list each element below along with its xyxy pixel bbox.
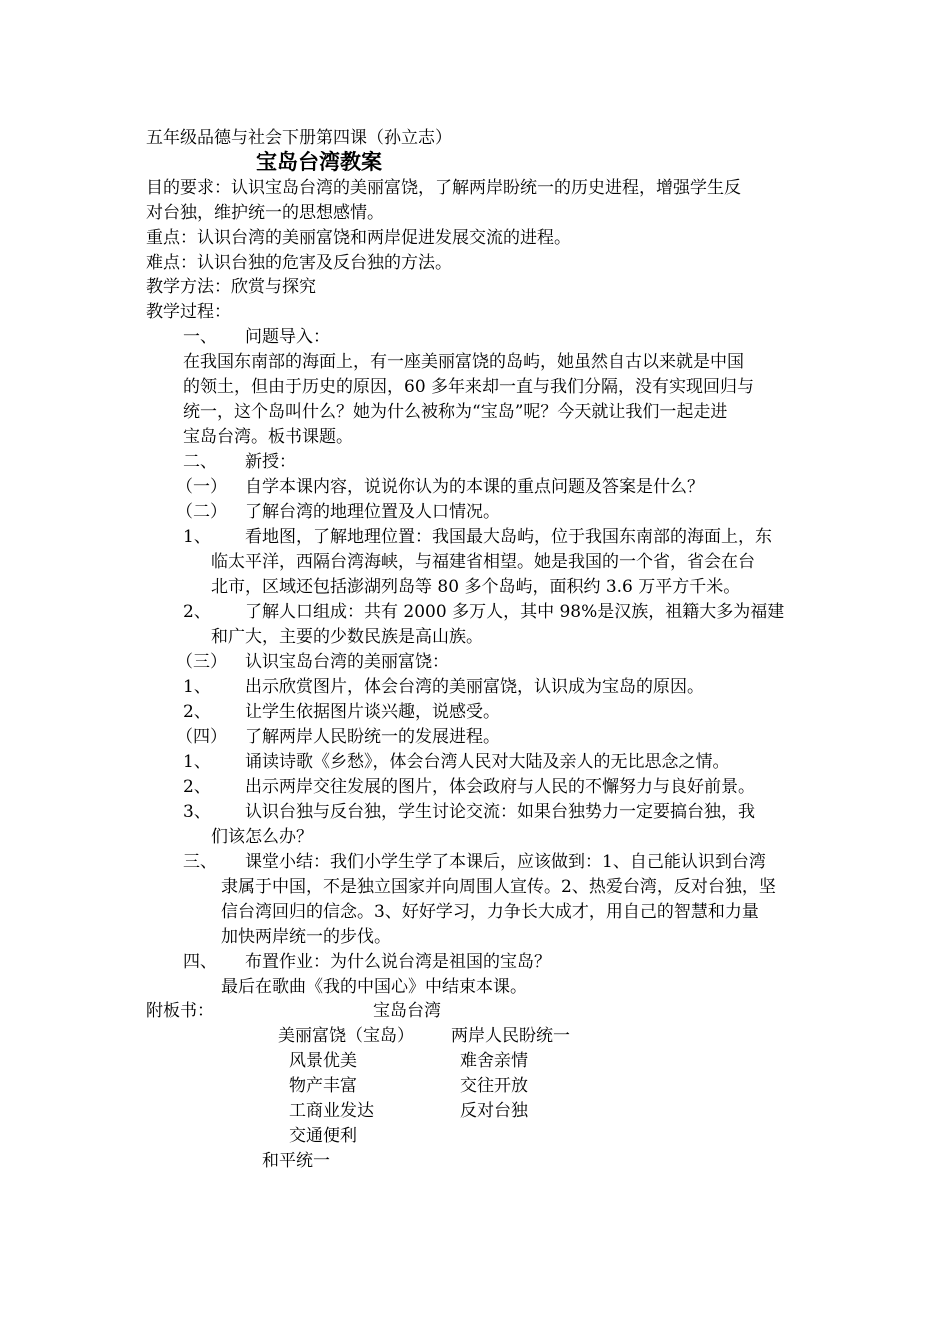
part-4-item-3-number: 3、 bbox=[183, 802, 211, 822]
closing-line: 最后在歌曲《我的中国心》中结束本课。 bbox=[221, 977, 527, 997]
section-3-line-2: 隶属于中国，不是独立国家并向周围人宣传。2、热爱台湾，反对台独，坚 bbox=[221, 877, 776, 897]
part-2-item-1-line-2: 临太平洋，西隔台湾海峡，与福建省相望。她是我国的一个省，省会在台 bbox=[211, 552, 755, 572]
part-2-item-2-line-1: 了解人口组成：共有 2000 多万人，其中 98%是汉族，祖籍大多为福建 bbox=[245, 602, 785, 622]
board-left-heading: 美丽富饶（宝岛） bbox=[278, 1026, 414, 1046]
key-point: 重点：认识台湾的美丽富饶和两岸促进发展交流的进程。 bbox=[146, 228, 571, 248]
part-3-item-1-text: 出示欣赏图片，体会台湾的美丽富饶，认识成为宝岛的原因。 bbox=[245, 677, 704, 697]
part-2-item-1-number: 1、 bbox=[183, 527, 211, 547]
part-3-text: 认识宝岛台湾的美丽富饶： bbox=[245, 652, 449, 672]
board-label: 附板书： bbox=[146, 1001, 214, 1021]
board-left-item: 风景优美 bbox=[289, 1051, 357, 1071]
difficulty: 难点：认识台独的危害及反台独的方法。 bbox=[146, 253, 452, 273]
part-4-number: （四） bbox=[176, 727, 227, 747]
part-3-item-2-text: 让学生依据图片谈兴趣，说感受。 bbox=[245, 702, 500, 722]
board-left-item: 工商业发达 bbox=[289, 1101, 374, 1121]
section-3-number: 三、 bbox=[183, 852, 217, 872]
section-3-line-3: 信台湾回归的信念。3、好好学习，力争长大成才，用自己的智慧和力量 bbox=[221, 902, 759, 922]
part-3-item-2-number: 2、 bbox=[183, 702, 211, 722]
part-4-item-2-number: 2、 bbox=[183, 777, 211, 797]
section-1-number: 一、 bbox=[183, 327, 217, 347]
part-2-item-1-line-3: 北市，区域还包括澎湖列岛等 80 多个岛屿，面积约 3.6 万平方千米。 bbox=[211, 577, 741, 597]
part-2-number: （二） bbox=[176, 502, 227, 522]
section-4-number: 四、 bbox=[183, 952, 217, 972]
part-2-text: 了解台湾的地理位置及人口情况。 bbox=[245, 502, 500, 522]
section-3-line-4: 加快两岸统一的步伐。 bbox=[221, 927, 391, 947]
goal-line-2: 对台独，维护统一的思想感情。 bbox=[146, 203, 384, 223]
section-2-number: 二、 bbox=[183, 452, 217, 472]
part-4-item-3-line-2: 们该怎么办？ bbox=[211, 827, 313, 847]
section-3-line-1: 课堂小结：我们小学生学了本课后，应该做到：1、自己能认识到台湾 bbox=[245, 852, 766, 872]
board-left-item: 交通便利 bbox=[289, 1126, 357, 1146]
board-right-heading: 两岸人民盼统一 bbox=[451, 1026, 570, 1046]
teaching-method: 教学方法：欣赏与探究 bbox=[146, 277, 316, 297]
page-title: 宝岛台湾教案 bbox=[256, 150, 382, 174]
part-4-item-1-number: 1、 bbox=[183, 752, 211, 772]
part-3-number: （三） bbox=[176, 652, 227, 672]
board-left-item: 物产丰富 bbox=[289, 1076, 357, 1096]
intro-line-4: 宝岛台湾。板书课题。 bbox=[183, 427, 353, 447]
intro-line-3: 统一，这个岛叫什么？她为什么被称为“宝岛”呢？今天就让我们一起走进 bbox=[183, 402, 728, 422]
section-1-title: 问题导入： bbox=[245, 327, 330, 347]
intro-line-2: 的领土，但由于历史的原因，60 多年来却一直与我们分隔，没有实现回归与 bbox=[183, 377, 755, 397]
board-right-item: 反对台独 bbox=[460, 1101, 528, 1121]
part-4-item-1-text: 诵读诗歌《乡愁》，体会台湾人民对大陆及亲人的无比思念之情。 bbox=[245, 752, 730, 772]
part-2-item-2-line-2: 和广大，主要的少数民族是高山族。 bbox=[211, 627, 483, 647]
part-1-text: 自学本课内容，说说你认为的本课的重点问题及答案是什么？ bbox=[245, 477, 704, 497]
board-right-item: 交往开放 bbox=[460, 1076, 528, 1096]
section-2-title: 新授： bbox=[245, 452, 296, 472]
board-title: 宝岛台湾 bbox=[373, 1001, 441, 1021]
section-4-text: 布置作业：为什么说台湾是祖国的宝岛？ bbox=[245, 952, 551, 972]
board-right-item: 难舍亲情 bbox=[460, 1051, 528, 1071]
part-1-number: （一） bbox=[176, 477, 227, 497]
part-4-item-3-line-1: 认识台独与反台独，学生讨论交流：如果台独势力一定要搞台独，我 bbox=[245, 802, 755, 822]
part-4-item-2-text: 出示两岸交往发展的图片，体会政府与人民的不懈努力与良好前景。 bbox=[245, 777, 755, 797]
course-line: 五年级品德与社会下册第四课（孙立志） bbox=[146, 128, 452, 148]
goal-line-1: 目的要求：认识宝岛台湾的美丽富饶，了解两岸盼统一的历史进程，增强学生反 bbox=[146, 178, 741, 198]
board-footer: 和平统一 bbox=[262, 1151, 330, 1171]
part-4-text: 了解两岸人民盼统一的发展进程。 bbox=[245, 727, 500, 747]
intro-line-1: 在我国东南部的海面上，有一座美丽富饶的岛屿，她虽然自古以来就是中国 bbox=[183, 352, 744, 372]
part-2-item-2-number: 2、 bbox=[183, 602, 211, 622]
part-3-item-1-number: 1、 bbox=[183, 677, 211, 697]
part-2-item-1-line-1: 看地图，了解地理位置：我国最大岛屿，位于我国东南部的海面上，东 bbox=[245, 527, 772, 547]
teaching-process: 教学过程： bbox=[146, 302, 231, 322]
